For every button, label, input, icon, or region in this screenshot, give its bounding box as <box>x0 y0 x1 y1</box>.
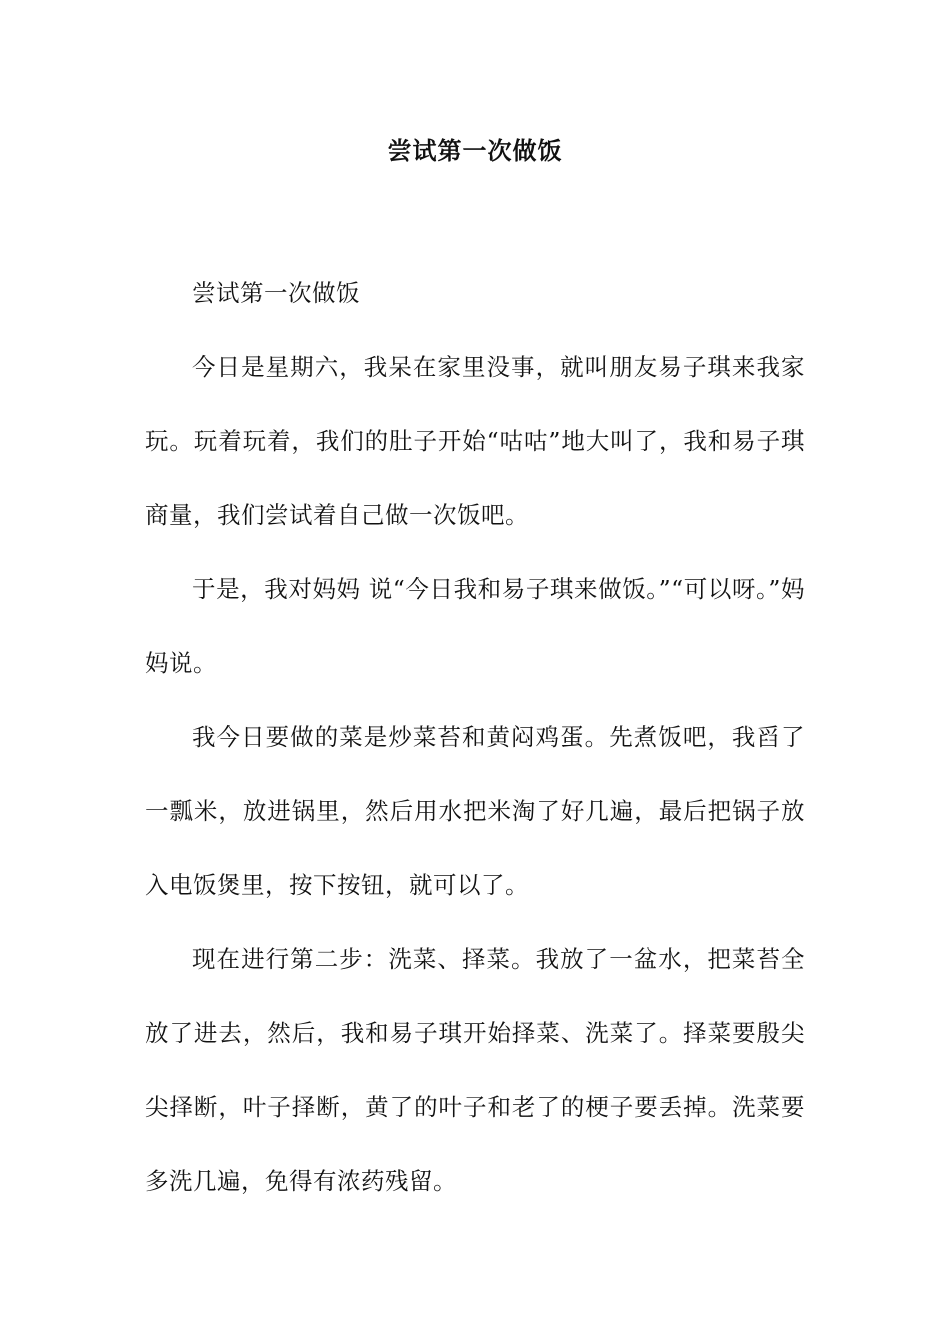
paragraph: 我今日要做的菜是炒菜苔和黄闷鸡蛋。先煮饭吧，我舀了一瓢米，放进锅里，然后用水把米淘了好几遍，最后把锅子放入电饭煲里，按下按钮，就可以了。 <box>145 723 805 899</box>
paragraph: 现在进行第二步：洗菜、择菜。我放了一盆水，把菜苔全放了进去，然后，我和易子琪开始择菜、洗菜了。择菜要殷尖尖择断，叶子择断，黄了的叶子和老了的梗子要丢掉。洗菜要多洗几遍，免得有浓药残留。 <box>145 945 805 1195</box>
document-body <box>145 256 805 1218</box>
paragraph-subtitle: 尝试第一次做饭 <box>192 279 360 307</box>
paragraph: 今日是星期六，我呆在家里没事，就叫朋友易子琪来我家玩。玩着玩着，我们的肚子开始“咕咕”地大叫了，我和易子琪商量，我们尝试着自己做一次饭吧。 <box>145 353 805 529</box>
document-title: 尝试第一次做饭 <box>387 136 563 165</box>
paragraph: 于是，我对妈妈 说“今日我和易子琪来做饭。”“可以呀。”妈妈说。 <box>145 575 805 677</box>
